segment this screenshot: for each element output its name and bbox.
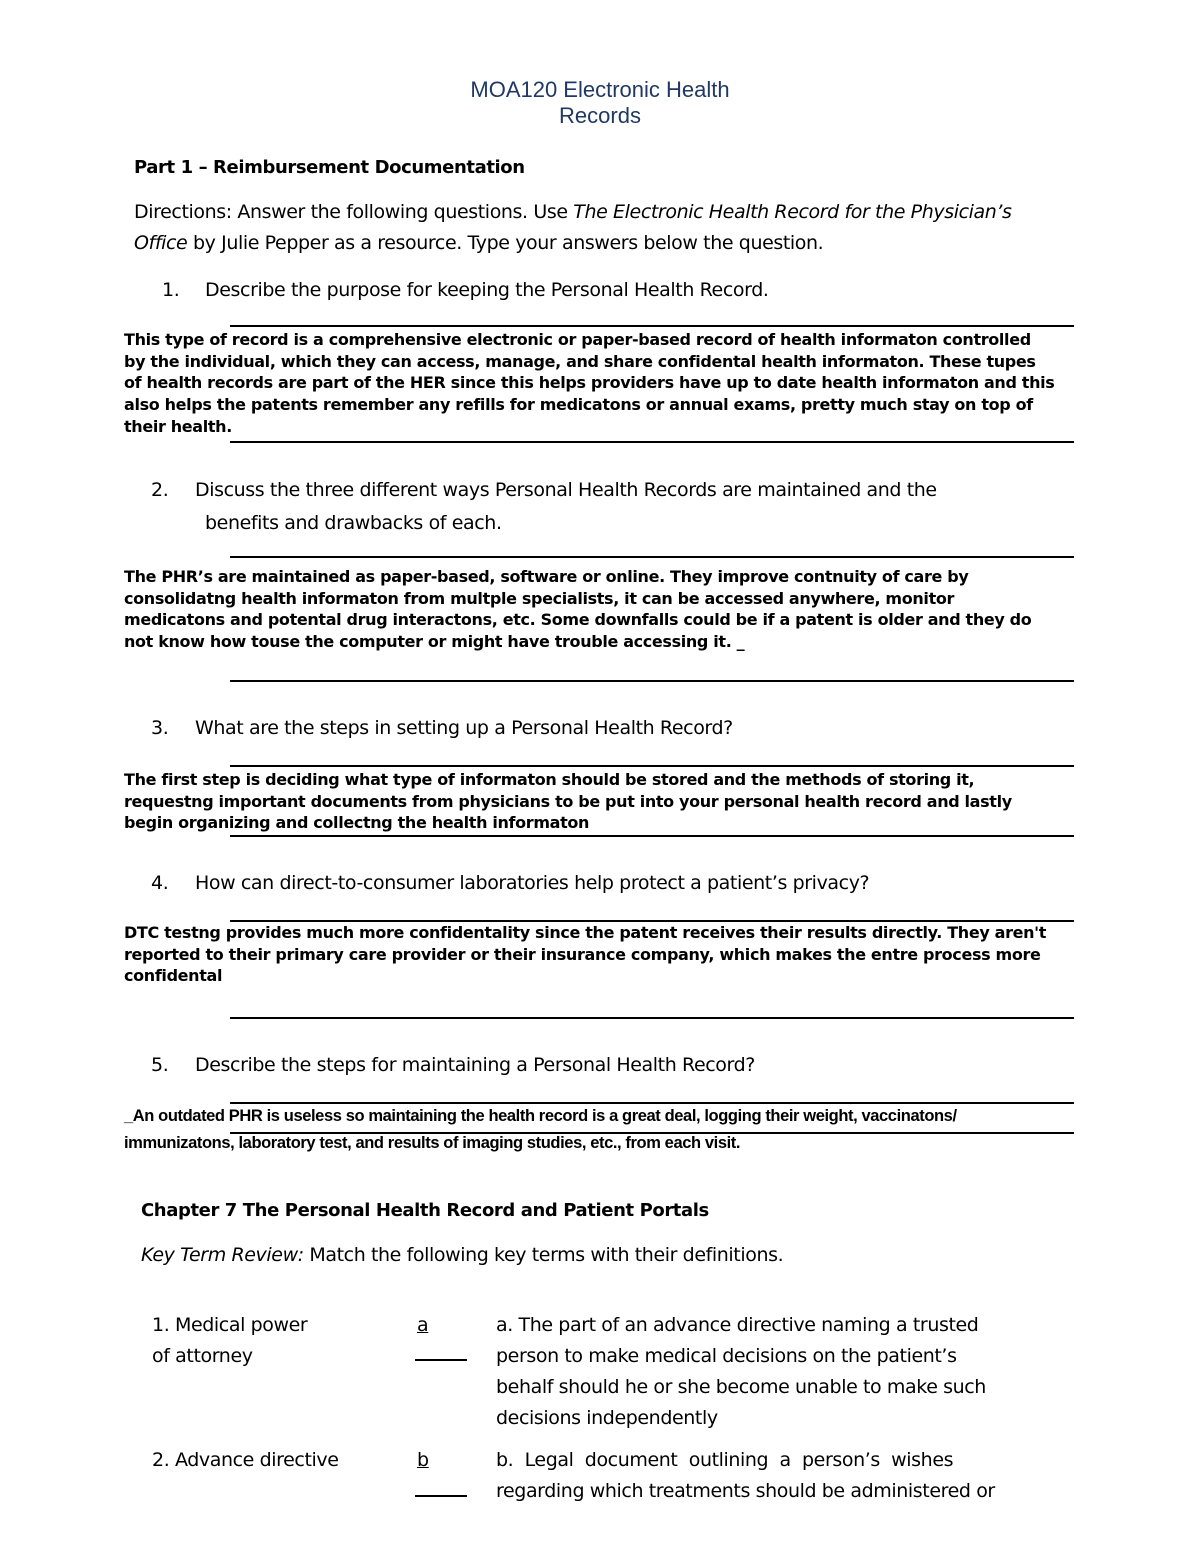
question-2-text-line1: Discuss the three different ways Personal Health Records are maintained and the <box>195 479 937 501</box>
document-title-line1: MOA120 Electronic Health <box>470 77 730 102</box>
book-title-part2: Office <box>134 232 188 254</box>
answer-4-line: confidental <box>124 966 223 986</box>
book-title-part1: The Electronic Health Record for the Physician’s <box>573 201 1012 223</box>
directions-line2 <box>134 232 1074 254</box>
directions-lead: Directions: Answer the following questions. Use <box>134 201 574 223</box>
question-2-number: 2. <box>151 479 169 501</box>
directions-tail: by Julie Pepper as a resource. Type your answers below the question. <box>187 232 824 254</box>
answer-2-line: not know how touse the computer or might have trouble accessing it. _ <box>124 632 745 652</box>
answer-3-bottom-rule <box>230 835 1074 837</box>
definition-b-line: b. Legal document outlining a person’s wishes <box>496 1449 954 1471</box>
term-1-answer-blank <box>415 1359 467 1361</box>
key-term-review-label: Key Term Review: <box>141 1244 304 1266</box>
term-2-answer[interactable]: b <box>417 1449 429 1471</box>
answer-2-bottom-rule <box>230 680 1074 682</box>
definition-a-line: behalf should he or she become unable to make such <box>496 1376 986 1398</box>
question-3-number: 3. <box>151 717 169 739</box>
term-1-line: 1. Medical power <box>152 1314 308 1336</box>
answer-2-line: medicatons and potental drug interactons, etc. Some downfalls could be if a patent is older and they do <box>124 610 1032 630</box>
term-2 <box>152 1445 339 1476</box>
answer-3-line: begin organizing and collectng the health informaton <box>124 813 590 833</box>
answer-1-line: This type of record is a comprehensive electronic or paper-based record of health informaton controlled <box>124 330 1031 349</box>
question-1-text: Describe the purpose for keeping the Personal Health Record. <box>205 279 769 301</box>
answer-2-top-rule <box>230 556 1074 558</box>
question-4-text: How can direct-to-consumer laboratories help protect a patient’s privacy? <box>195 872 870 894</box>
definition-a-line: decisions independently <box>496 1407 718 1429</box>
answer-4-line: DTC testng provides much more confidentality since the patent receives their results directly. They aren't <box>124 923 1047 942</box>
key-term-review <box>141 1244 783 1266</box>
question-1-number: 1. <box>162 279 180 301</box>
answer-3-line: The first step is deciding what type of informaton should be stored and the methods of storing it, <box>124 770 975 789</box>
definition-b <box>496 1445 1018 1507</box>
answer-2-line: The PHR’s are maintained as paper-based, software or online. They improve contnuity of care by <box>124 567 969 586</box>
part1-heading: Part 1 – Reimbursement Documentation <box>134 157 525 178</box>
answer-1-line: their health. <box>124 416 232 436</box>
question-3-text: What are the steps in setting up a Personal Health Record? <box>195 717 733 739</box>
term-1-answer[interactable]: a <box>417 1314 429 1336</box>
term-1 <box>152 1310 307 1372</box>
term-2-answer-blank <box>415 1495 467 1497</box>
answer-1 <box>124 329 1084 438</box>
answer-3-top-rule <box>230 765 1074 767</box>
answer-1-line: also helps the patents remember any refills for medicatons or annual exams, pretty much stay on top of <box>124 395 1033 415</box>
answer-4-bottom-rule <box>230 1017 1074 1019</box>
document-title-line2: Records <box>559 103 641 128</box>
answer-5-line: _An outdated PHR is useless so maintaining the health record is a great deal, logging their weight, vaccinatons/ <box>124 1107 957 1125</box>
definition-b-line: regarding which treatments should be administered or <box>496 1480 995 1502</box>
chapter7-heading: Chapter 7 The Personal Health Record and Patient Portals <box>141 1200 709 1221</box>
answer-5-line: immunizatons, laboratory test, and results of imaging studies, etc., from each visit. <box>124 1134 741 1152</box>
term-2-line: 2. Advance directive <box>152 1449 339 1471</box>
answer-3 <box>124 769 1084 834</box>
answer-1-top-rule <box>230 325 1074 327</box>
answer-1-line: of health records are part of the HER since this helps providers have up to date health informaton and this <box>124 373 1055 393</box>
answer-2 <box>124 566 1084 653</box>
question-5-number: 5. <box>151 1054 169 1076</box>
question-4-number: 4. <box>151 872 169 894</box>
answer-4-line: reported to their primary care provider or their insurance company, which makes the entre process more <box>124 944 1041 964</box>
question-5-text: Describe the steps for maintaining a Personal Health Record? <box>195 1054 755 1076</box>
answer-3-line: requestng important documents from physicians to be put into your personal health record and lastly <box>124 791 1012 811</box>
directions-line1 <box>134 201 1074 223</box>
question-2-text-line2: benefits and drawbacks of each. <box>205 512 502 534</box>
answer-4 <box>124 922 1084 987</box>
definition-a-line: person to make medical decisions on the patient’s <box>496 1345 957 1367</box>
answer-2-line: consolidatng health informaton from multple specialists, it can be accessed anywhere, monitor <box>124 588 955 608</box>
definition-a-line: a. The part of an advance directive naming a trusted <box>496 1314 979 1336</box>
answer-1-bottom-rule <box>230 441 1074 443</box>
term-1-line: of attorney <box>152 1345 253 1367</box>
definition-a <box>496 1310 1018 1434</box>
answer-1-line: by the individual, which they can access, manage, and share confidental health informaton. These tupes <box>124 351 1036 371</box>
answer-5 <box>124 1103 1084 1157</box>
key-term-review-text: Match the following key terms with their definitions. <box>303 1244 784 1266</box>
